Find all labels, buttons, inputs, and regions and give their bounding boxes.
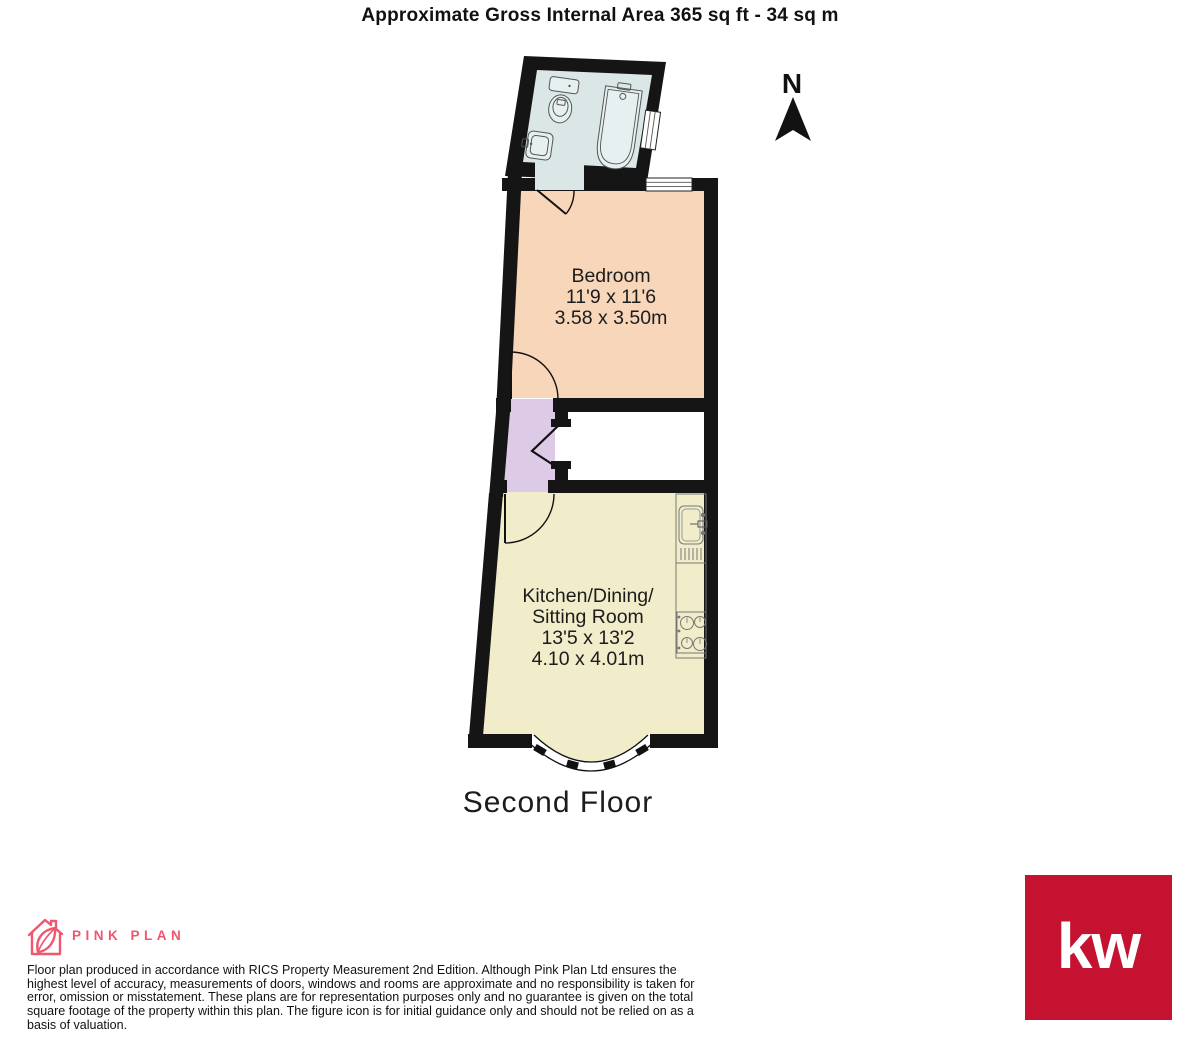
hallway-floor <box>502 399 555 492</box>
bathroom-door-lobby <box>535 161 584 190</box>
bedroom-dims-imperial: 11'9 x 11'6 <box>565 286 657 308</box>
north-arrow-icon <box>775 97 811 141</box>
door-jamb <box>551 419 571 427</box>
north-arrow <box>775 68 811 141</box>
floor-label: Second Floor <box>462 786 654 819</box>
wall <box>548 480 718 493</box>
page-title: Approximate Gross Internal Area 365 sq ft - 34 sq m <box>361 5 839 26</box>
pink-plan-logo-icon <box>24 913 66 961</box>
wall <box>704 178 718 748</box>
kitchen-dims-metric: 4.10 x 4.01m <box>531 648 645 670</box>
kitchen-label-line1: Kitchen/Dining/ <box>522 585 654 607</box>
wall <box>494 480 507 493</box>
disclaimer-text: Floor plan produced in accordance with RICS Property Measurement 2nd Edition. Although Pink Plan Ltd ensures the highest level of accuracy, measurements of doors, windows and rooms are approximate and no responsibility is taken for error, omission or misstatement. These plans are for representation purposes only and no guarantee is given on the total square footage of the property within this plan. The figure icon is for initial guidance only and should not be relied on as a basis of valuation. <box>27 963 695 1032</box>
kitchen-dims-imperial: 13'5 x 13'2 <box>541 627 635 649</box>
kw-monogram: kw <box>1056 909 1141 982</box>
wall <box>553 398 718 412</box>
brand-name: PINK PLAN <box>72 928 186 943</box>
kitchen-label-line2: Sitting Room <box>532 606 644 628</box>
bedroom-label: Bedroom <box>571 265 651 287</box>
wall <box>468 734 532 748</box>
bedroom-dims-metric: 3.58 x 3.50m <box>554 307 668 329</box>
north-label: N <box>781 68 803 99</box>
bedroom-window <box>646 178 692 191</box>
wall <box>650 734 718 748</box>
kw-logo <box>1025 875 1172 1020</box>
